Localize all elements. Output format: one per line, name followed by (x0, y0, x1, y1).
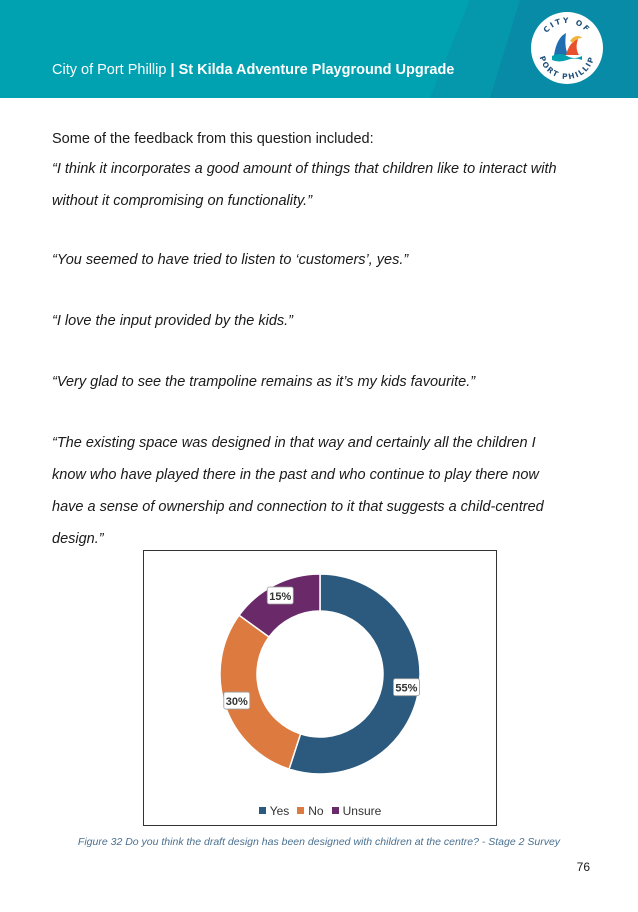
quote-4 (52, 366, 602, 398)
quote-line: design.” (52, 531, 104, 547)
figure-caption: Figure 32 Do you think the draft design has been designed with children at the centre? - Stage 2 Survey (77, 836, 561, 848)
quote-line: “The existing space was designed in that way and certainly all the children I (52, 435, 536, 451)
page-number: 76 (576, 860, 590, 874)
donut-chart (144, 551, 496, 801)
header-separator: | (170, 62, 175, 78)
svg-text:55%: 55% (395, 682, 418, 695)
legend-item-yes (259, 804, 290, 818)
city-of-port-phillip-logo (530, 11, 604, 85)
quote-line: “Very glad to see the trampoline remains as it’s my kids favourite.” (52, 374, 476, 390)
legend-swatch (332, 807, 339, 814)
svg-text:15%: 15% (269, 591, 292, 604)
legend-label: Unsure (342, 803, 382, 818)
logo-bottom-text: PORT PHILLIP (537, 54, 597, 82)
chart-legend (144, 803, 496, 818)
quote-1 (52, 153, 602, 217)
quote-line: have a sense of ownership and connection to it that suggests a child-centred (52, 499, 544, 515)
quote-3 (52, 305, 602, 337)
quote-5 (52, 427, 602, 555)
quote-2 (52, 244, 602, 276)
intro-text: Some of the feedback from this question included: (52, 131, 374, 147)
legend-swatch (259, 807, 266, 814)
quote-line: “I think it incorporates a good amount of things that children like to interact with (52, 161, 557, 177)
data-label-unsure (267, 587, 293, 604)
svg-text:30%: 30% (225, 696, 248, 709)
header-project: St Kilda Adventure Playground Upgrade (178, 62, 455, 78)
data-label-yes (393, 679, 419, 696)
quote-line: know who have played there in the past and who continue to play there now (52, 467, 539, 483)
data-label-no (224, 692, 250, 709)
quote-line: “You seemed to have tried to listen to ‘customers’, yes.” (52, 252, 409, 268)
chart-figure (143, 550, 497, 826)
logo-top-text: CITY OF (541, 15, 593, 35)
quote-line: without it compromising on functionality.” (52, 193, 313, 209)
legend-label: Yes (269, 803, 290, 818)
quote-line: “I love the input provided by the kids.” (52, 313, 293, 329)
legend-swatch (297, 807, 304, 814)
header-title (52, 62, 454, 78)
legend-label: No (308, 803, 324, 818)
legend-item-no (297, 804, 323, 818)
page-header (0, 0, 638, 98)
legend-item-unsure (332, 804, 382, 818)
header-org: City of Port Phillip (52, 62, 167, 78)
